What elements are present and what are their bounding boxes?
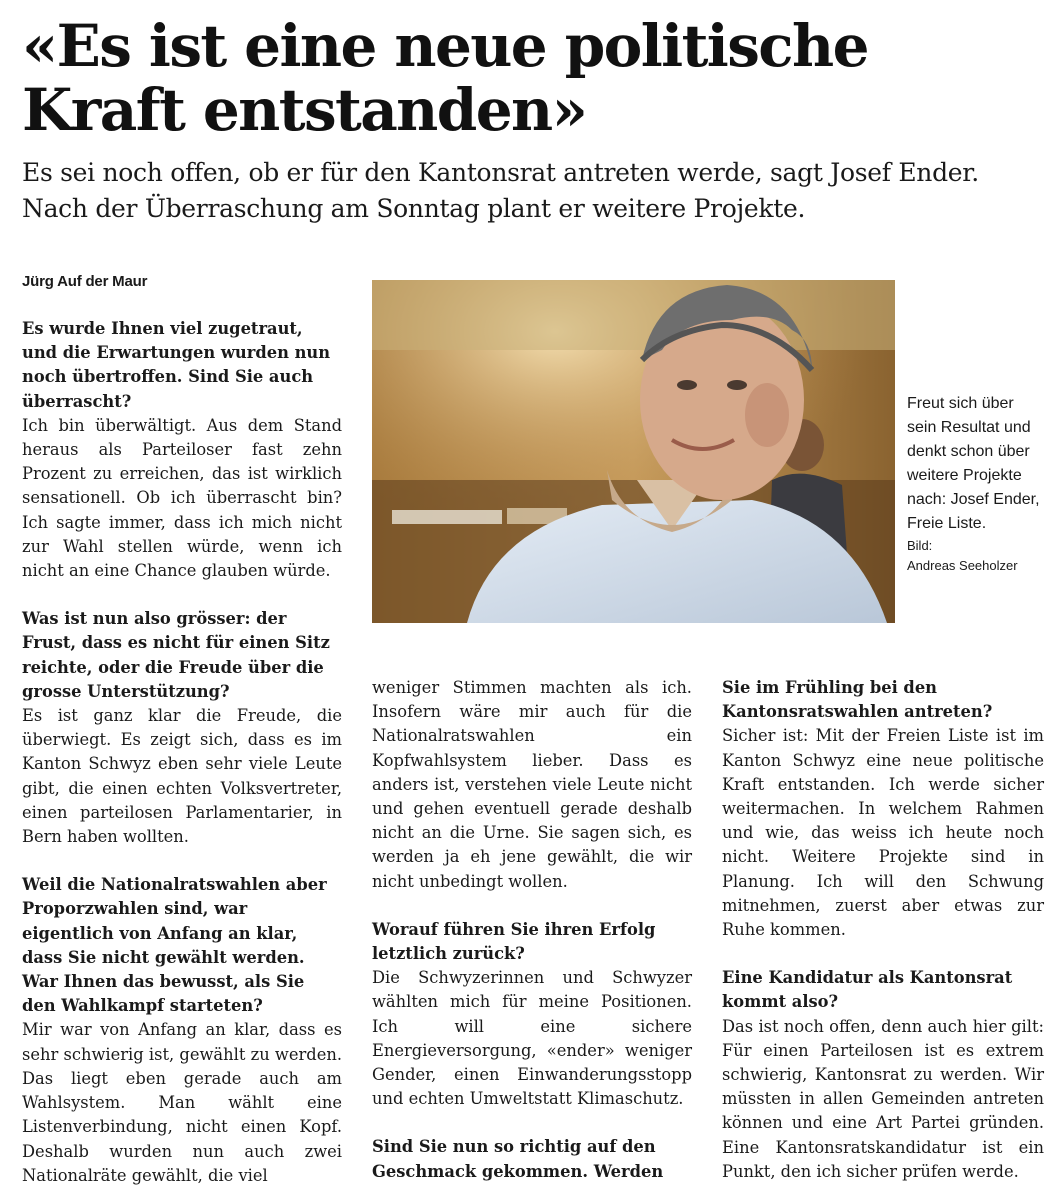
portrait-photo-illustration (372, 280, 895, 623)
interview-answer: Das ist noch offen, denn auch hier gilt: Für einen Parteilosen ist es extrem schwierig, Kantonsrat zu werden. Wir müssten in allen Gemeinden antreten können und eine Art Partei gründen. Eine Kantonsratskandidatur ist ein Punkt, den ich sicher prüfen werde. (722, 1016, 1044, 1181)
interview-question: Was ist nun also grösser: der Frust, dass es nicht für einen Sitz reichte, oder die Freude über die grosse Unterstützung? (22, 609, 330, 701)
lead-paragraph: Es sei noch offen, ob er für den Kantonsrat antreten werde, sagt Josef Ender. Nach der Überraschung am Sonntag plant er weitere Projekte. (22, 158, 979, 223)
interview-question: Sind Sie nun so richtig auf den Geschmack gekommen. Werden (372, 1137, 664, 1181)
article-column-1 (22, 317, 342, 1188)
photo-caption (907, 392, 1047, 576)
photo-credit (907, 536, 1047, 576)
article-column-2 (372, 676, 692, 1184)
headline: «Es ist eine neue politische Kraft entstanden» (22, 12, 868, 144)
interview-question: Sie im Frühling bei den Kantonsratswahlen antreten? (722, 678, 993, 722)
interview-question: Es wurde Ihnen viel zugetraut, und die Erwartungen wurden nun noch übertroffen. Sind Sie auch überrascht? (22, 319, 331, 411)
article-photo (372, 280, 895, 623)
credit-name: Andreas Seeholzer (907, 558, 1018, 573)
caption-text: Freut sich über sein Resultat und denkt schon über weitere Projekte nach: Josef Ender, Freie Liste. (907, 395, 1040, 532)
interview-answer: Die Schwyzerinnen und Schwyzer wählten mich für meine Positionen. Ich will eine sichere Energieversorgung, «ender» weniger Gender, einen Einwanderungsstopp und echten Umweltstatt Klimaschutz. (372, 968, 692, 1109)
interview-answer: weniger Stimmen machten als ich. Insofern wäre mir auch für die Nationalratswahlen ein Kopfwahlsystem lieber. Dass es anders ist, verstehen viele Leute nicht und gehen eventuell gerade deshalb nicht an die Urne. Sie sagen sich, es werden ja eh jene gewählt, die wir nicht unbedingt wollen. (372, 678, 692, 891)
interview-answer: Es ist ganz klar die Freude, die überwiegt. Es zeigt sich, dass es im Kanton Schwyz eben sehr viele Leute gibt, die einen echten Volksvertreter, einen parteilosen Parlamentarier, in Bern haben wollten. (22, 706, 342, 847)
author-byline: Jürg Auf der Maur (22, 273, 148, 290)
interview-answer: Mir war von Anfang an klar, dass es sehr schwierig ist, gewählt zu werden. Das liegt eben gerade auch am Wahlsystem. Man wählt eine Listenverbindung, nicht einen Kopf. Deshalb wurden nun auch zwei Nationalräte gewählt, die viel (22, 1020, 342, 1185)
interview-answer: Ich bin überwältigt. Aus dem Stand heraus als Parteiloser fast zehn Prozent zu erreichen, das ist wirklich sensationell. Ob ich überrascht bin? Ich sagte immer, dass ich mich nicht zur Wahl stellen würde, wenn ich nicht an eine Chance glauben würde. (22, 415, 342, 581)
article-column-3 (722, 676, 1044, 1184)
credit-label: Bild: (907, 538, 933, 553)
interview-question: Eine Kandidatur als Kantonsrat kommt also? (722, 968, 1013, 1012)
interview-answer: Sicher ist: Mit der Freien Liste ist im Kanton Schwyz eine neue politische Kraft entstanden. Ich werde sicher weitermachen. In welchem Rahmen und wie, das weiss ich heute noch nicht. Weitere Projekte sind in Planung. Ich will den Schwung mitnehmen, zuerst aber etwas zur Ruhe kommen. (722, 726, 1044, 940)
interview-question: Weil die Nationalratswahlen aber Proporzwahlen sind, war eigentlich von Anfang an klar, dass Sie nicht gewählt werden. War Ihnen das bewusst, als Sie den Wahlkampf starteten? (22, 875, 327, 1016)
interview-question: Worauf führen Sie ihren Erfolg letztlich zurück? (372, 919, 656, 964)
